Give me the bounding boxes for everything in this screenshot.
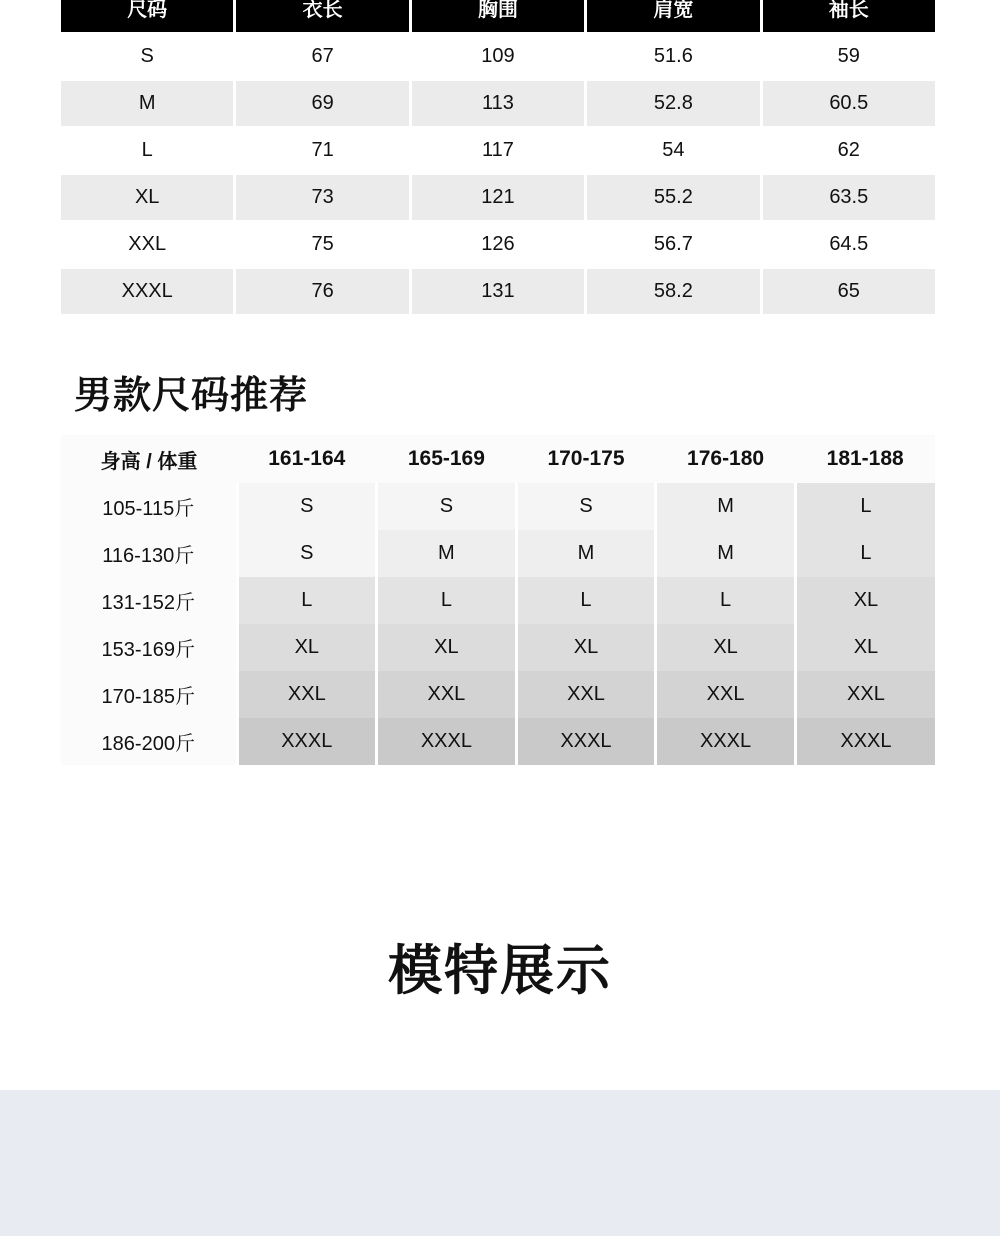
table-row [61, 79, 935, 126]
recommended-size-cell: XXXL [656, 718, 796, 765]
size-chart-header-chest: 胸围 [412, 0, 584, 32]
table-cell: 117 [412, 126, 584, 173]
recommended-size-cell: L [795, 530, 935, 577]
table-cell: 126 [412, 220, 584, 267]
table-cell: 63.5 [763, 173, 935, 220]
recommendation-header-row [61, 435, 935, 483]
recommended-size-cell: S [237, 483, 377, 530]
table-cell: 55.2 [587, 173, 759, 220]
size-chart-header-shoulder: 肩宽 [587, 0, 759, 32]
table-cell: 69 [236, 79, 408, 126]
recommended-size-cell: XXL [237, 671, 377, 718]
table-cell: 58.2 [587, 267, 759, 314]
height-range-header: 165-169 [377, 435, 517, 483]
size-chart-header-length: 衣长 [236, 0, 408, 32]
table-cell: XXXL [61, 267, 233, 314]
recommended-size-cell: XXXL [237, 718, 377, 765]
recommended-size-cell: XL [237, 624, 377, 671]
table-row [61, 718, 935, 765]
size-chart-header-sleeve: 袖长 [763, 0, 935, 32]
recommended-size-cell: XL [377, 624, 517, 671]
recommended-size-cell: XL [656, 624, 796, 671]
weight-range-label: 105-115斤 [61, 483, 237, 530]
table-cell: 64.5 [763, 220, 935, 267]
height-range-header: 170-175 [516, 435, 656, 483]
table-row [61, 577, 935, 624]
table-cell: 62 [763, 126, 935, 173]
table-cell: 131 [412, 267, 584, 314]
recommended-size-cell: XXXL [516, 718, 656, 765]
table-cell: 113 [412, 79, 584, 126]
table-cell: M [61, 79, 233, 126]
table-cell: 54 [587, 126, 759, 173]
recommended-size-cell: S [237, 530, 377, 577]
table-cell: 76 [236, 267, 408, 314]
recommended-size-cell: M [377, 530, 517, 577]
size-chart-header-row [61, 0, 935, 32]
recommended-size-cell: L [656, 577, 796, 624]
recommended-size-cell: XXXL [795, 718, 935, 765]
recommended-size-cell: S [377, 483, 517, 530]
recommended-size-cell: XXXL [377, 718, 517, 765]
recommended-size-cell: XXL [656, 671, 796, 718]
recommended-size-cell: XXL [516, 671, 656, 718]
height-range-header: 176-180 [656, 435, 796, 483]
table-cell: 73 [236, 173, 408, 220]
table-row [61, 624, 935, 671]
weight-range-label: 153-169斤 [61, 624, 237, 671]
recommended-size-cell: L [237, 577, 377, 624]
mens-size-recommendation-title: 男款尺码推荐 [74, 375, 309, 417]
table-row [61, 220, 935, 267]
table-row [61, 530, 935, 577]
recommended-size-cell: M [656, 530, 796, 577]
height-range-header: 181-188 [795, 435, 935, 483]
weight-range-label: 170-185斤 [61, 671, 237, 718]
recommended-size-cell: XXL [377, 671, 517, 718]
table-cell: 71 [236, 126, 408, 173]
recommended-size-cell: L [377, 577, 517, 624]
recommended-size-cell: L [516, 577, 656, 624]
table-cell: 60.5 [763, 79, 935, 126]
weight-range-label: 116-130斤 [61, 530, 237, 577]
weight-range-label: 131-152斤 [61, 577, 237, 624]
table-cell: 67 [236, 32, 408, 79]
recommended-size-cell: XL [516, 624, 656, 671]
size-chart-table [58, 0, 938, 314]
table-row [61, 126, 935, 173]
table-row [61, 483, 935, 530]
weight-range-label: 186-200斤 [61, 718, 237, 765]
recommended-size-cell: XL [795, 577, 935, 624]
model-photo-area [0, 1090, 1000, 1236]
table-cell: XL [61, 173, 233, 220]
table-cell: XXL [61, 220, 233, 267]
table-cell: L [61, 126, 233, 173]
height-range-header: 161-164 [237, 435, 377, 483]
model-showcase-title: 模特展示 [388, 941, 612, 1001]
table-cell: 52.8 [587, 79, 759, 126]
table-row [61, 32, 935, 79]
table-cell: 121 [412, 173, 584, 220]
table-row [61, 267, 935, 314]
recommended-size-cell: XXL [795, 671, 935, 718]
height-weight-corner-label: 身高 / 体重 [61, 435, 237, 483]
table-cell: 65 [763, 267, 935, 314]
size-recommendation-table [61, 435, 935, 765]
recommended-size-cell: L [795, 483, 935, 530]
table-cell: 59 [763, 32, 935, 79]
recommended-size-cell: M [656, 483, 796, 530]
table-row [61, 671, 935, 718]
table-cell: S [61, 32, 233, 79]
table-cell: 56.7 [587, 220, 759, 267]
table-cell: 51.6 [587, 32, 759, 79]
recommended-size-cell: XL [795, 624, 935, 671]
recommended-size-cell: M [516, 530, 656, 577]
size-chart-header-size: 尺码 [61, 0, 233, 32]
table-row [61, 173, 935, 220]
table-cell: 75 [236, 220, 408, 267]
recommended-size-cell: S [516, 483, 656, 530]
table-cell: 109 [412, 32, 584, 79]
